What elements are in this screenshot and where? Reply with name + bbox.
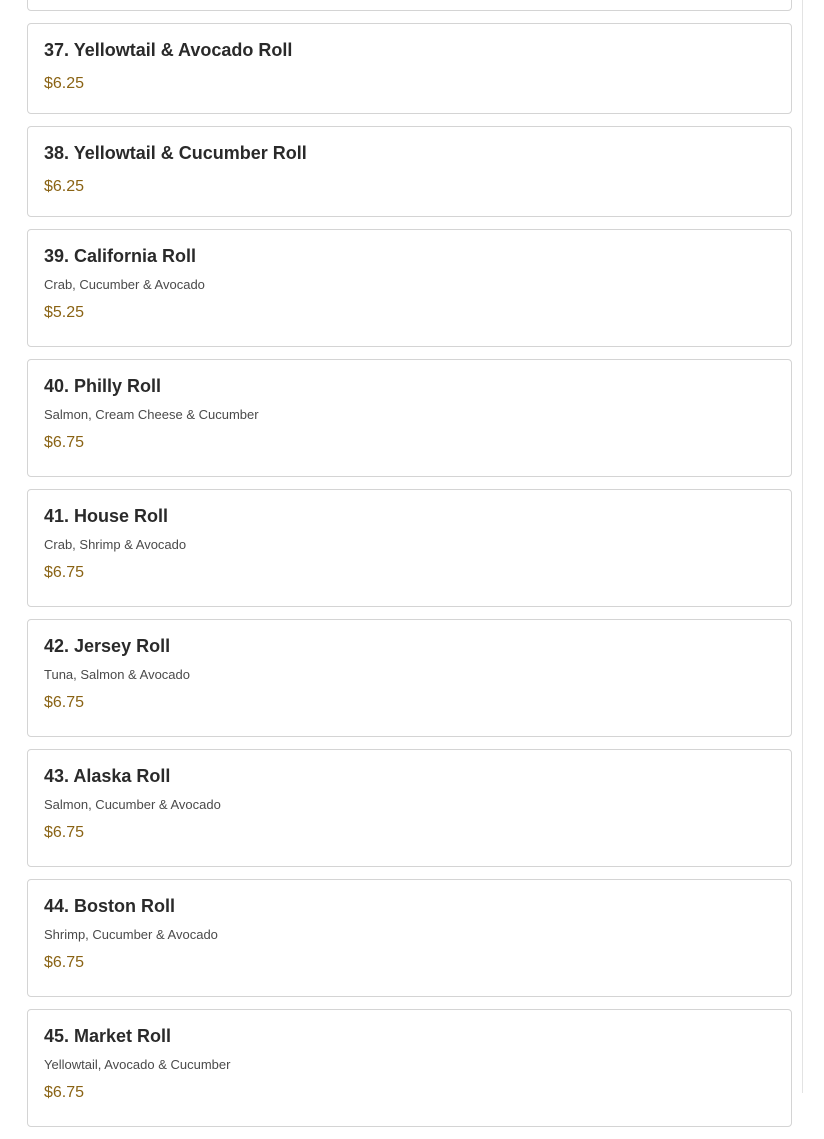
menu-item-price: $6.75 xyxy=(44,1084,85,1101)
menu-item-name: 37. Yellowtail & Avocado Roll xyxy=(44,40,293,60)
menu-item-card[interactable] xyxy=(27,1009,792,1127)
menu-item-card[interactable] xyxy=(27,229,792,347)
menu-item-name: 45. Market Roll xyxy=(44,1026,172,1046)
menu-item-description: Crab, Cucumber & Avocado xyxy=(44,277,205,292)
menu-item-description: Crab, Shrimp & Avocado xyxy=(44,537,187,552)
menu-item-price: $6.75 xyxy=(44,824,85,841)
menu-item-price: $6.75 xyxy=(44,694,85,711)
menu-item-name: 43. Alaska Roll xyxy=(44,766,171,786)
menu-item-card[interactable] xyxy=(27,0,792,11)
menu-item-name: 38. Yellowtail & Cucumber Roll xyxy=(44,143,307,163)
menu-item-description: Yellowtail, Avocado & Cucumber xyxy=(44,1057,231,1072)
menu-item-price: $6.75 xyxy=(44,954,85,971)
menu-item-description: Shrimp, Cucumber & Avocado xyxy=(44,927,218,942)
menu-item-price: $6.25 xyxy=(44,75,85,92)
menu-item-name: 42. Jersey Roll xyxy=(44,636,171,656)
menu-item-card[interactable] xyxy=(27,619,792,737)
menu-item-card[interactable] xyxy=(27,749,792,867)
menu-item-description: Tuna, Salmon & Avocado xyxy=(44,667,190,682)
menu-item-card[interactable] xyxy=(27,359,792,477)
menu-item-price: $6.25 xyxy=(44,178,85,195)
menu-item-card[interactable] xyxy=(27,489,792,607)
menu-item-card[interactable] xyxy=(27,879,792,997)
menu-item-name: 39. California Roll xyxy=(44,246,197,266)
menu-item-card[interactable] xyxy=(27,23,792,114)
menu-item-description: Salmon, Cream Cheese & Cucumber xyxy=(44,407,259,422)
menu-item-name: 41. House Roll xyxy=(44,506,169,526)
menu-item-price: $6.75 xyxy=(44,564,85,581)
menu-item-card[interactable] xyxy=(27,126,792,217)
menu-item-list xyxy=(27,0,792,1139)
menu-item-price: $5.25 xyxy=(44,304,85,321)
menu-item-description: Salmon, Cucumber & Avocado xyxy=(44,797,221,812)
menu-item-name: 40. Philly Roll xyxy=(44,376,162,396)
menu-item-name: 44. Boston Roll xyxy=(44,896,176,916)
menu-item-price: $6.75 xyxy=(44,434,85,451)
